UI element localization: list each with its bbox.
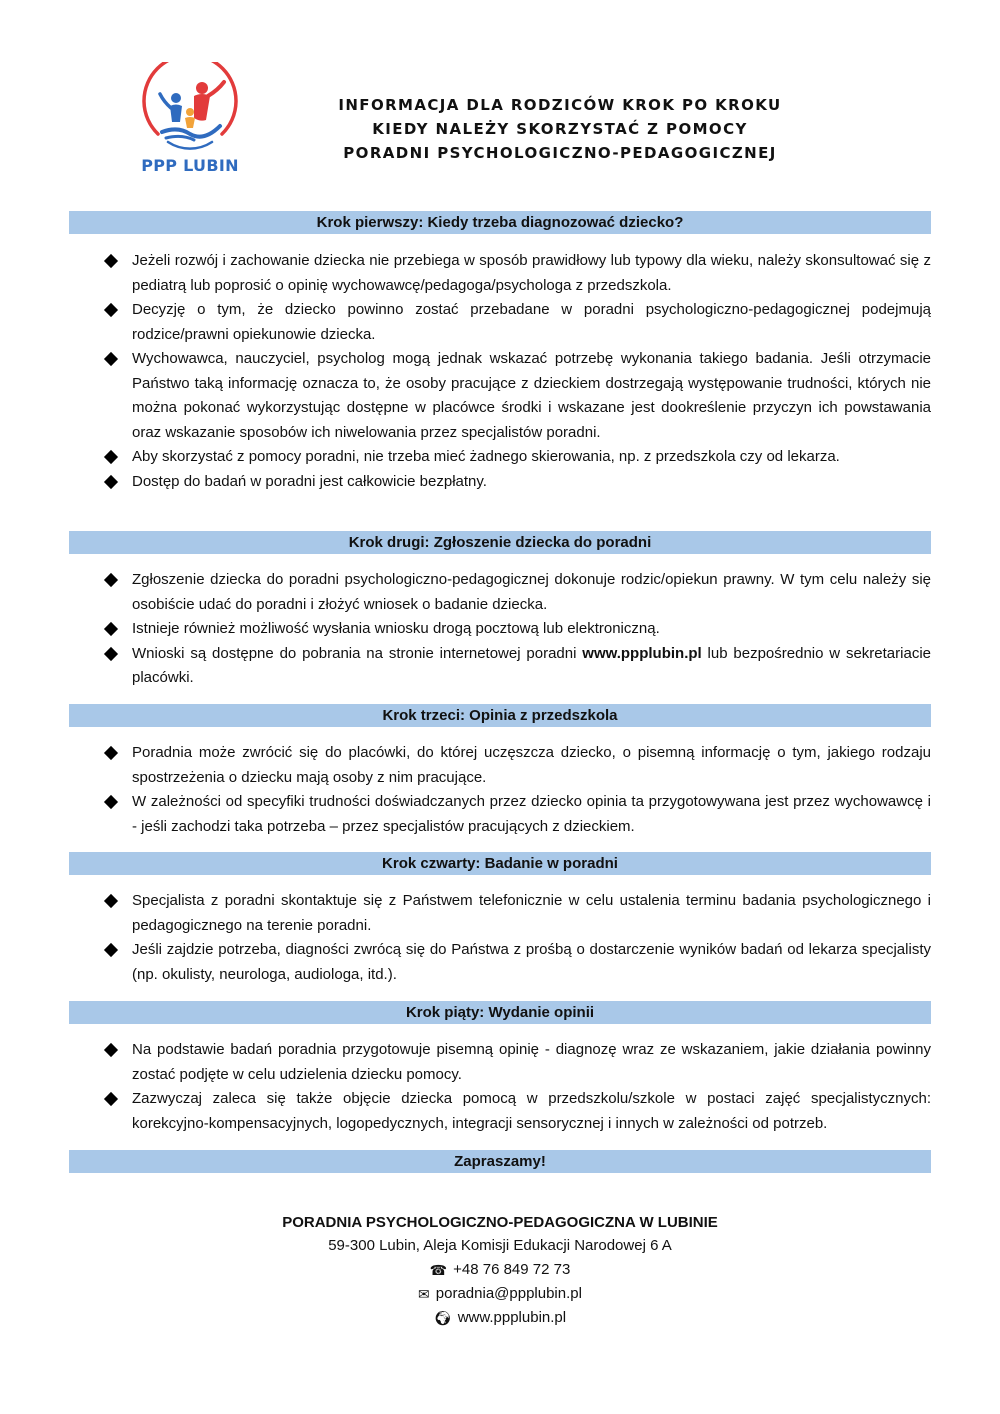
section-list-step-2: [69, 568, 931, 691]
bullet-icon: [104, 646, 118, 660]
phone-icon: ☎: [429, 1261, 448, 1278]
bullet-icon: [104, 1092, 118, 1106]
bullet-icon: [104, 254, 118, 268]
website-link[interactable]: www.ppplubin.pl: [582, 644, 702, 662]
section-heading-step-3: Krok trzeci: Opinia z przedszkola: [69, 704, 931, 727]
list-item: Decyzję o tym, że dziecko powinno zostać przebadane w poradni psychologiczno-pedagogicznej podejmują rodzice/prawni opiekunowie dziecka.: [69, 298, 931, 347]
footer-email: [0, 1282, 1000, 1306]
bullet-icon: [104, 303, 118, 317]
list-item: Dostęp do badań w poradni jest całkowicie bezpłatny.: [69, 470, 931, 495]
bullet-icon: [104, 474, 118, 488]
list-item: Aby skorzystać z pomocy poradni, nie trzeba mieć żadnego skierowania, np. z przedszkola czy od lekarza.: [69, 445, 931, 470]
bullet-icon: [104, 795, 118, 809]
section-list-step-3: [69, 741, 931, 839]
title-line: KIEDY NALEŻY SKORZYSTAĆ Z POMOCY: [372, 120, 748, 138]
footer-website-link[interactable]: www.ppplubin.pl: [457, 1309, 567, 1327]
section-heading-step-2: Krok drugi: Zgłoszenie dziecka do poradni: [69, 531, 931, 554]
globe-icon: 🌍︎: [433, 1310, 452, 1327]
closing-banner: Zapraszamy!: [69, 1150, 931, 1173]
section-heading-step-5: Krok piąty: Wydanie opinii: [69, 1001, 931, 1024]
section-heading-step-4: Krok czwarty: Badanie w poradni: [69, 852, 931, 875]
footer-website: [0, 1306, 1000, 1330]
section-heading-step-1: Krok pierwszy: Kiedy trzeba diagnozować dziecko?: [69, 211, 931, 234]
footer-address: 59-300 Lubin, Aleja Komisji Edukacji Narodowej 6 A: [328, 1237, 672, 1255]
envelope-icon: ✉: [418, 1285, 430, 1302]
footer-phone: ☎ +48 76 849 72 73: [0, 1258, 1000, 1282]
list-item: W zależności od specyfiki trudności doświadczanych przez dziecko opinia ta przygotowywana jest przez wychowawcę i - jeśli zachodzi taka potrzeba – przez specjalistów pracujących z dzieckiem.: [69, 790, 931, 839]
email-link[interactable]: poradnia@ppplubin.pl: [435, 1284, 582, 1302]
list-item: Istnieje również możliwość wysłania wniosku drogą pocztową lub elektroniczną.: [69, 617, 931, 642]
logo-text: PPP LUBIN: [141, 156, 239, 175]
section-list-step-1: [69, 249, 931, 494]
list-item: Na podstawie badań poradnia przygotowuje pisemną opinię - diagnozę wraz ze wskazaniem, jakie działania powinny zostać podjęte w celu udzielenia dziecku pomocy.: [69, 1038, 931, 1087]
footer-name: PORADNIA PSYCHOLOGICZNO-PEDAGOGICZNA W LUBINIE: [282, 1214, 718, 1231]
bullet-icon: [104, 943, 118, 957]
list-item: Zgłoszenie dziecka do poradni psychologiczno-pedagogicznej dokonuje rodzic/opiekun prawny. W tym celu należy się osobiście udać do poradni i złożyć wniosek o badanie dziecka.: [69, 568, 931, 617]
logo-graphic: [138, 62, 242, 156]
title-line: PORADNI PSYCHOLOGICZNO-PEDAGOGICZNEJ: [343, 144, 777, 162]
bullet-icon: [104, 450, 118, 464]
list-item: Jeśli zajdzie potrzeba, diagności zwrócą się do Państwa z prośbą o dostarczenie wyników badań od lekarza specjalisty (np. okulisty, neurologa, audiologa, itd.).: [69, 938, 931, 987]
section-list-step-4: [69, 889, 931, 987]
list-item: Wychowawca, nauczyciel, psycholog mogą jednak wskazać potrzebę wykonania takiego badania. Jeśli otrzymacie Państwo taką informację oznacza to, że osoby pracujące z dzieckiem dostrzegają występowanie trudności, których nie można pokonać wykorzystując dostępne w placówce środki i wskazane jest dookreślenie przyczyn ich powstawania oraz wskazanie sposobów ich niwelowania przez specjalistów poradni.: [69, 347, 931, 445]
footer-contact: [0, 1211, 1000, 1330]
page-title: [300, 93, 820, 165]
section-list-step-5: [69, 1038, 931, 1136]
bullet-icon: [104, 622, 118, 636]
logo: [138, 62, 242, 180]
list-item: Jeżeli rozwój i zachowanie dziecka nie przebiega w sposób prawidłowy lub typowy dla wieku, należy skonsultować się z pediatrą lub poprosić o opinię wychowawcę/pedagoga/psychologa z przedszkola.: [69, 249, 931, 298]
list-item: Wnioski są dostępne do pobrania na stronie internetowej poradni www.ppplubin.pl lub bezpośrednio w sekretariacie placówki.: [69, 642, 931, 691]
bullet-icon: [104, 1043, 118, 1057]
list-item: Zazwyczaj zaleca się także objęcie dziecka pomocą w przedszkolu/szkole w postaci zajęć specjalistycznych: korekcyjno-kompensacyjnych, logopedycznych, integracji sensorycznej i innych w zależności od potrzeb.: [69, 1087, 931, 1136]
list-item: Poradnia może zwrócić się do placówki, do której uczęszcza dziecko, o pisemną informację o tym, jakiego rodzaju spostrzeżenia o dziecku mają osoby z nim pracujące.: [69, 741, 931, 790]
title-line: INFORMACJA DLA RODZICÓW KROK PO KROKU: [338, 96, 782, 114]
list-item: Specjalista z poradni skontaktuje się z Państwem telefonicznie w celu ustalenia terminu badania psychologicznego i pedagogicznego na terenie poradni.: [69, 889, 931, 938]
bullet-icon: [104, 894, 118, 908]
bullet-icon: [104, 352, 118, 366]
bullet-icon: [104, 746, 118, 760]
bullet-icon: [104, 573, 118, 587]
